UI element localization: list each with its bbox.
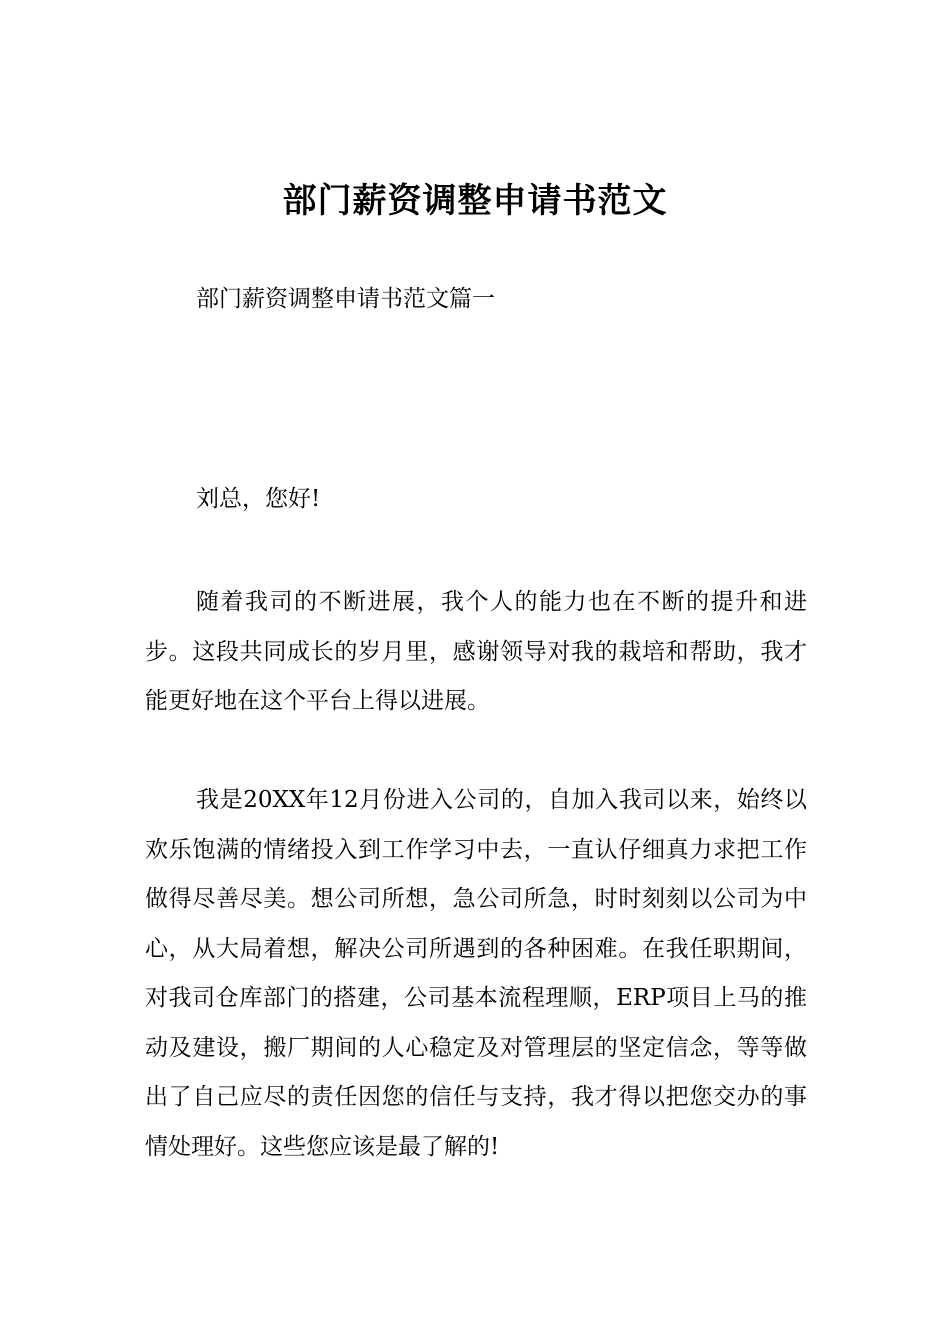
document-subtitle: 部门薪资调整申请书范文篇一 <box>196 286 495 312</box>
body-paragraph-2: 我是20XX年12月份进入公司的，自加入我司以来，始终以欢乐饱满的情绪投入到工作学习中去，一直认仔细真力求把工作做得尽善尽美。想公司所想，急公司所急，时时刻刻以公司为中心，从大局着想，解决公司所遇到的各种困难。在我任职期间，对我司仓库部门的搭建，公司基本流程理顺，ERP项目上马的推动及建设，搬厂期间的人心稳定及对管理层的坚定信念，等等做出了自己应尽的责任因您的信任与支持，我才得以把您交办的事情处理好。这些您应该是最了解的! <box>145 787 807 1160</box>
letter-greeting: 刘总，您好! <box>196 486 321 512</box>
body-paragraph-1: 随着我司的不断进展，我个人的能力也在不断的提升和进步。这段共同成长的岁月里，感谢领导对我的栽培和帮助，我才能更好地在这个平台上得以进展。 <box>145 589 807 714</box>
document-title: 部门薪资调整申请书范文 <box>282 181 668 221</box>
